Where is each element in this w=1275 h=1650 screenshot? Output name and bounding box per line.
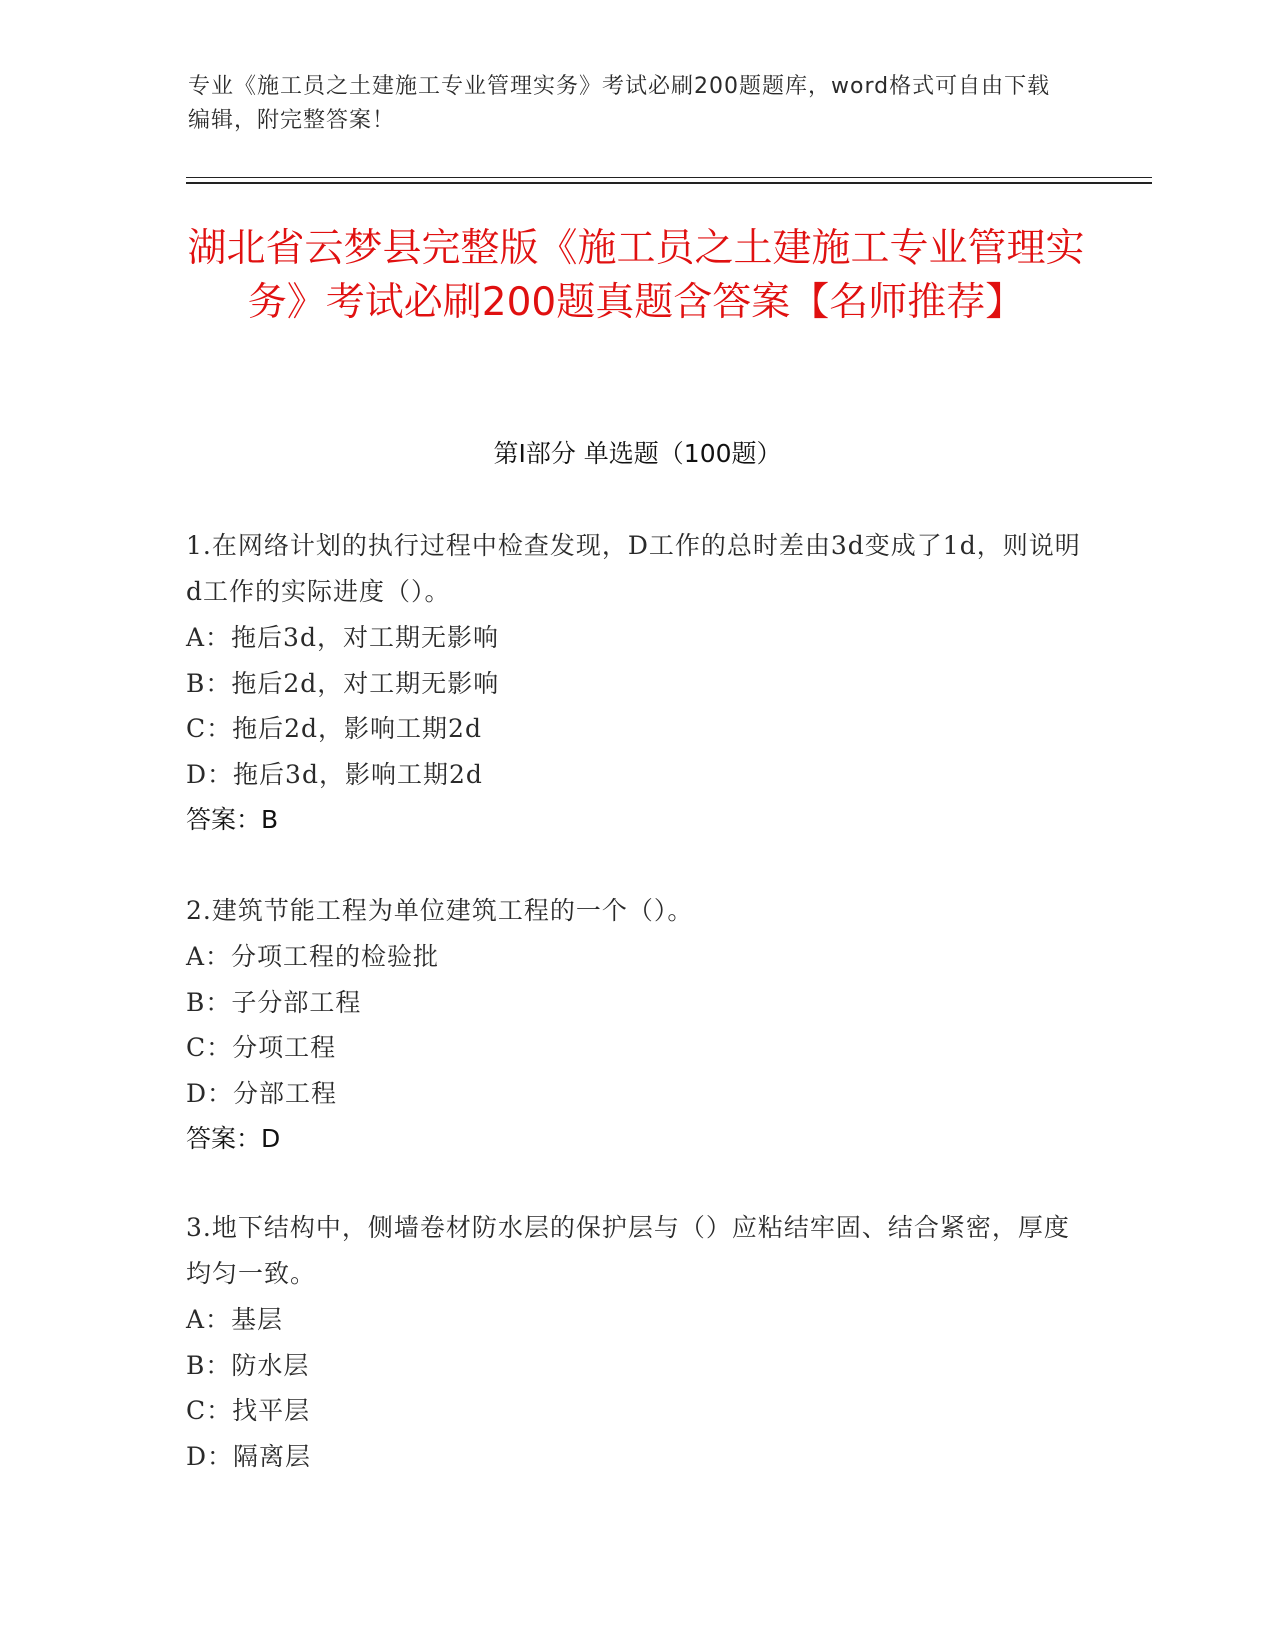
- option-b: B：防水层: [186, 1350, 310, 1380]
- question-text: 3.地下结构中，侧墙卷材防水层的保护层与（）应粘结牢固、结合紧密，厚度均匀一致。: [186, 1213, 1070, 1288]
- question-text: 2.建筑节能工程为单位建筑工程的一个（）。: [186, 896, 694, 925]
- header-divider-thin: [186, 177, 1152, 178]
- option-b: B：子分部工程: [186, 987, 362, 1017]
- document-title: 湖北省云梦县完整版《施工员之土建施工专业管理实务》考试必刷200题真题含答案【名师推荐】: [187, 226, 1085, 325]
- option-c: C：分项工程: [186, 1033, 337, 1062]
- header-divider-thick: [186, 182, 1152, 184]
- option-c: C：找平层: [186, 1396, 311, 1425]
- answer: 答案：B: [186, 805, 279, 834]
- header-note: 专业《施工员之土建施工专业管理实务》考试必刷200题题库，word格式可自由下载编辑，附完整答案！: [188, 74, 1051, 133]
- option-b: B：拖后2d，对工期无影响: [186, 668, 500, 698]
- answer: 答案：D: [186, 1124, 281, 1153]
- option-d: D：隔离层: [186, 1441, 312, 1471]
- option-c: C：拖后2d，影响工期2d: [186, 714, 482, 743]
- option-a: A：基层: [186, 1305, 284, 1334]
- question-1: [186, 523, 1086, 843]
- option-a: A：分项工程的检验批: [186, 942, 440, 971]
- option-d: D：拖后3d，影响工期2d: [186, 759, 483, 789]
- question-2: [186, 888, 1086, 1162]
- option-d: D：分部工程: [186, 1078, 338, 1108]
- section-title: 第I部分 单选题（100题）: [493, 439, 782, 468]
- question-text: 1.在网络计划的执行过程中检查发现，D工作的总时差由3d变成了1d，则说明d工作的实际进度（）。: [186, 531, 1081, 606]
- question-3: [186, 1205, 1086, 1479]
- option-a: A：拖后3d，对工期无影响: [186, 623, 499, 652]
